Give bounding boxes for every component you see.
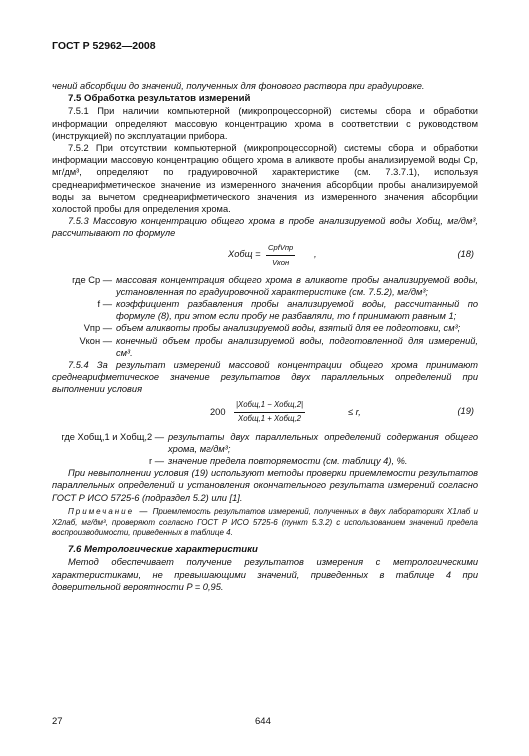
definition-item [52,455,478,467]
paragraph-7-5-1: 7.5.1 При наличии компьютерной (микропроцессорной) системы сбора и обработки информации определяют массовую концентрацию хрома в соответствии с руководством (инструкцией) по эксплуатации прибора. [52,106,478,141]
definition-symbol: f — [97,299,112,310]
section-heading-7-5: 7.5 Обработка результатов измерений [68,93,251,105]
paragraph-7-5-4-continuation: При невыполнении условия (19) используют методы проверки приемлемости результатов параллельных определений и установления окончательного результата измерений согласно ГОСТ Р ИСО 5725-6 (подраздел 5.2) или [1]. [52,468,478,503]
page-number-center: 644 [255,716,271,727]
paragraph-7-6: Метод обеспечивает получение результатов измерения с метрологическими характеристиками, не превышающими значений, приведенных в таблице 4 при доверительной вероятности P = 0,95. [52,557,478,592]
definition-symbol: Vпр — [83,323,112,334]
note-label: Примечание — [68,506,150,516]
formula-19-lead: 200 [210,406,226,417]
formula-19-numerator: |Xобщ,1 − Xобщ,2| [234,399,305,413]
formula-18-lhs: Xобщ = [228,248,261,259]
definition-symbol: где Xобщ,1 и Xобщ,2 — [61,431,164,442]
paragraph-7-5-3: 7.5.3 Массовую концентрацию общего хрома в пробе анализируемой воды Xобщ, мг/дм³, рассчитывают по формуле [52,216,478,239]
definitions-19 [52,431,478,468]
formula-18 [52,242,478,272]
standard-header: ГОСТ Р 52962—2008 [52,40,156,52]
formula-18-denominator: Vкон [272,257,290,267]
note-text: Приемлемость результатов измерений, полученных в двух лабораториях X1лаб и X2лаб, мг/дм³, проверяют согласно ГОСТ Р ИСО 5725-6 (пункт 5.3.2) с использованием значений предела воспроизводимости, приведенных в таблице 4. [52,506,478,538]
paragraph-7-5-2: 7.5.2 При отсутствии компьютерной (микропроцессорной) системы сбора и обработки информации массовую концентрацию общего хрома в аликвоте пробы анализируемой воды Cр, мг/дм³, определяют по градуировочной характеристике (см. 7.3.7.1), используя среднеарифметическое значение из измеренного значения абсорбции пробы анализируемой воды за вычетом среднеарифметического значения из измеренного значения абсорбции холостой пробы для определения хрома. [52,143,478,215]
formula-19-tail: ≤ r, [348,406,361,417]
definition-item [52,431,478,455]
formula-19 [52,399,478,429]
definition-text: результаты двух параллельных определений содержания общего хрома, мг/дм³; [168,431,478,454]
formula-19-fraction [234,399,305,425]
definition-symbol: где Cр — [72,274,112,285]
definitions-18 [52,274,478,359]
definition-text: значение предела повторяемости (см. таблицу 4), %. [168,456,408,467]
definition-text: конечный объем пробы анализируемой воды, подготовленной для измерений, см³. [116,335,478,358]
definition-symbol: r — [149,456,164,467]
definition-item [52,335,478,359]
formula-18-numerator: CрfVпр [266,242,295,256]
section-heading-7-6: 7.6 Метрологические характеристики [68,544,258,556]
paragraph-7-5-4: 7.5.4 За результат измерений массовой концентрации общего хрома принимают среднеарифметическое значение результатов двух параллельных определений при выполнении условия [52,360,478,395]
formula-18-fraction [266,242,295,269]
formula-19-number: (19) [457,405,474,416]
definition-symbol: Vкон — [79,335,112,346]
definition-text: объем аликвоты пробы анализируемой воды, взятый для ее подготовки, см³; [116,323,461,334]
formula-19-denominator: Xобщ,1 + Xобщ,2 [238,413,302,423]
page-number-left: 27 [52,716,63,727]
document-body [52,80,478,593]
note [52,507,478,539]
definition-item [52,322,478,334]
definition-item [52,274,478,298]
definition-text: массовая концентрация общего хрома в аликвоте пробы анализируемой воды, установленная по градуировочной характеристике (см. 7.5.2), мг/дм³; [116,274,478,297]
formula-18-number: (18) [457,248,474,259]
definition-text: коэффициент разбавления пробы анализируемой воды, рассчитанный по формуле (8), при этом если пробу не разбавляли, то f принимают равным 1; [116,299,478,322]
continuation-paragraph: чений абсорбции до значений, полученных для фонового раствора при градуировке. [52,81,425,91]
definition-item [52,298,478,322]
formula-18-tail: , [314,248,317,259]
